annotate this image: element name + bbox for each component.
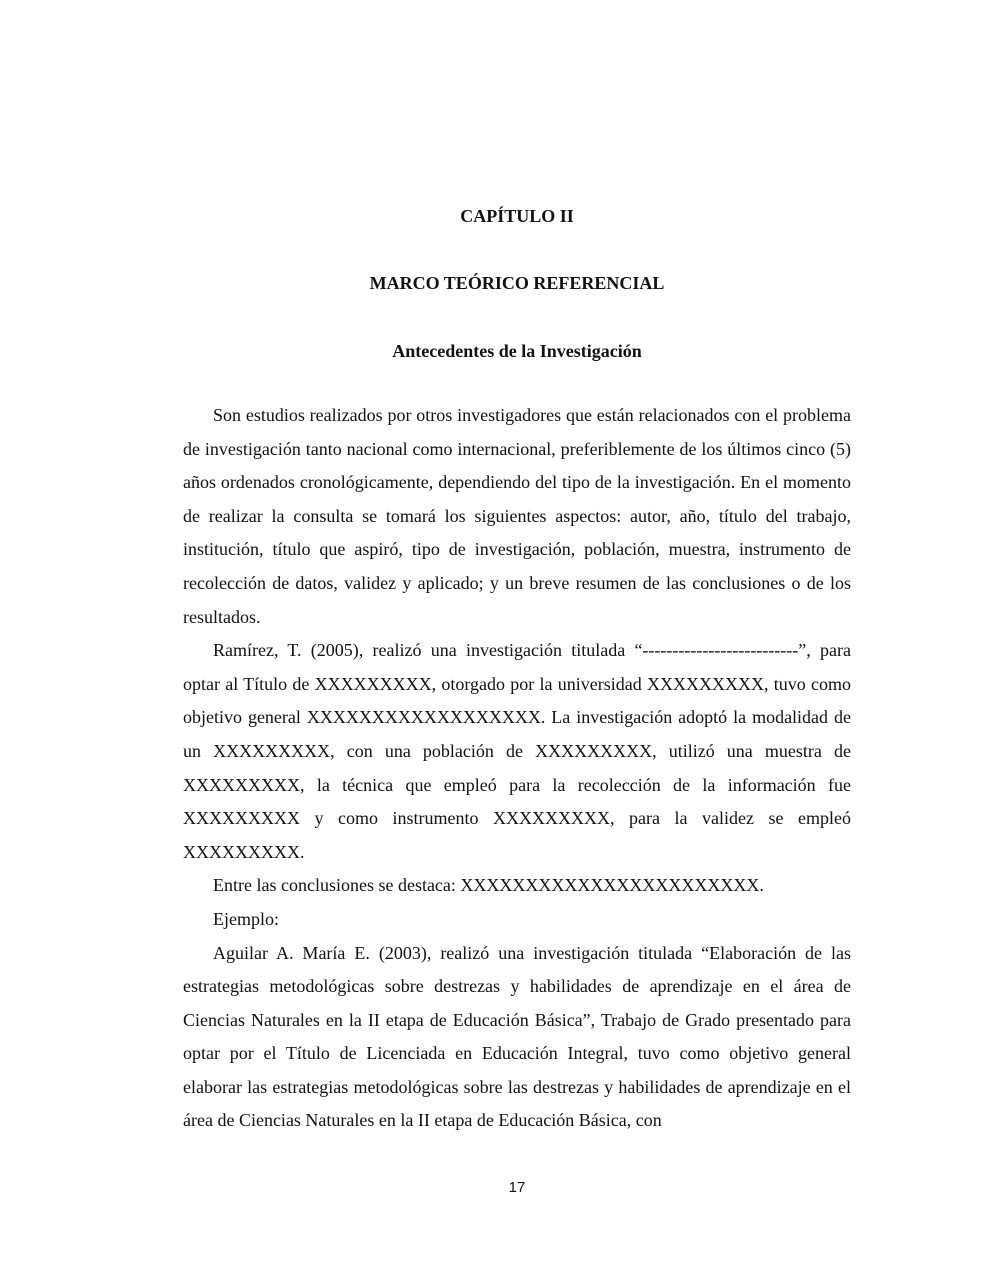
- page-number: 17: [508, 1179, 526, 1196]
- paragraph: Aguilar A. María E. (2003), realizó una investigación titulada “Elaboración de las estrategias metodológicas sobre destrezas y habilidades de aprendizaje en el área de Ciencias Naturales en la II etapa de Educación Básica”, Trabajo de Grado presentado para optar por el Título de Licenciada en Educación Integral, tuvo como objetivo general elaborar las estrategias metodológicas sobre las destrezas y habilidades de aprendizaje en el área de Ciencias Naturales en la II etapa de Educación Básica, con: [183, 942, 851, 1131]
- chapter-heading: CAPÍTULO II: [460, 206, 574, 226]
- paragraph: Ejemplo:: [213, 908, 279, 929]
- paragraph: Entre las conclusiones se destaca: XXXXXXXXXXXXXXXXXXXXXXX.: [213, 875, 764, 896]
- section-title: MARCO TEÓRICO REFERENCIAL: [369, 273, 665, 293]
- body-text: [183, 399, 851, 1138]
- paragraph: Ramírez, T. (2005), realizó una investigación titulada “--------------------------”, para optar al Título de XXXXXXXXX, otorgado por la universidad XXXXXXXXX, tuvo como objetivo general XXXXXXXXXXXXXXXXXX. La investigación adoptó la modalidad de un XXXXXXXXX, con una población de XXXXXXXXX, utilizó una muestra de XXXXXXXXX, la técnica que empleó para la recolección de la información fue XXXXXXXXX y como instrumento XXXXXXXXX, para la validez se empleó XXXXXXXXX.: [183, 640, 851, 862]
- section-subtitle: Antecedentes de la Investigación: [392, 341, 642, 361]
- paragraph: Son estudios realizados por otros investigadores que están relacionados con el problema de investigación tanto nacional como internacional, preferiblemente de los últimos cinco (5) años ordenados cronológicamente, dependiendo del tipo de la investigación. En el momento de realizar la consulta se tomará los siguientes aspectos: autor, año, título del trabajo, institución, título que aspiró, tipo de investigación, población, muestra, instrumento de recolección de datos, validez y aplicado; y un breve resumen de las conclusiones o de los resultados.: [183, 405, 851, 627]
